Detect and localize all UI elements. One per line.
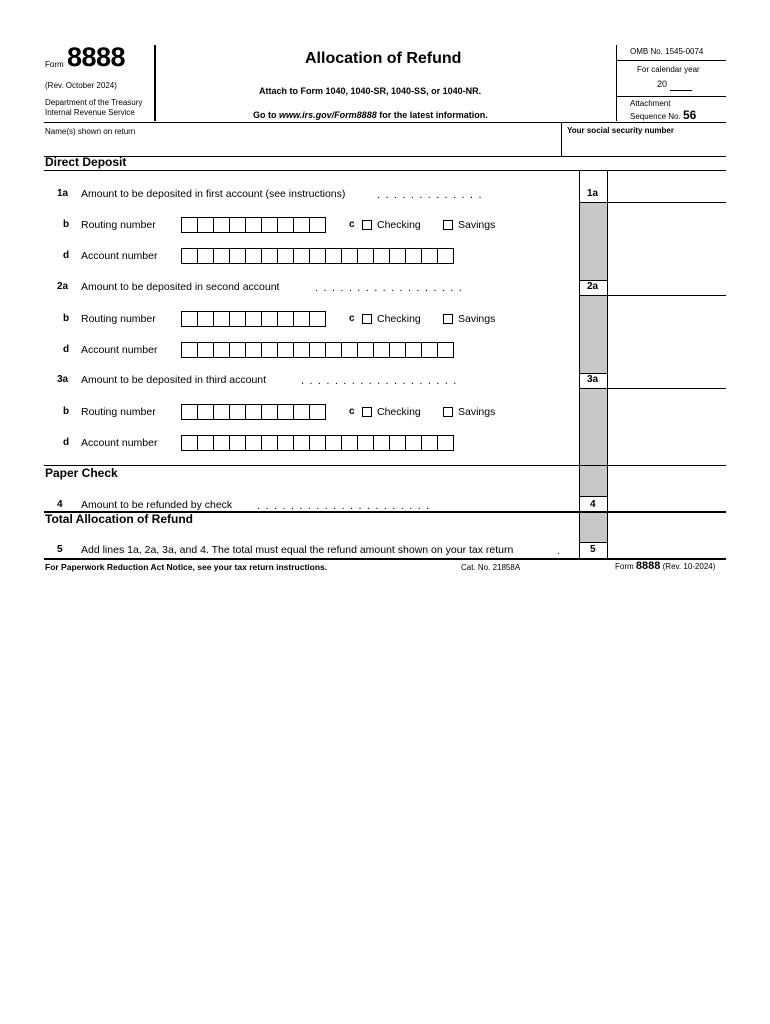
digit-box[interactable] bbox=[245, 248, 262, 264]
digit-box[interactable] bbox=[229, 217, 246, 233]
digit-box[interactable] bbox=[229, 311, 246, 327]
leader-dots: . bbox=[557, 545, 566, 557]
line-3d-label: Account number bbox=[81, 437, 158, 449]
digit-box[interactable] bbox=[213, 311, 230, 327]
savings-checkbox-2[interactable] bbox=[443, 314, 453, 324]
line-5-amount-field[interactable] bbox=[609, 542, 725, 557]
digit-box[interactable] bbox=[245, 342, 262, 358]
line-2a-box-label: 2a bbox=[587, 281, 599, 292]
section-total-allocation: Total Allocation of Refund bbox=[45, 512, 193, 526]
checking-label-3: Checking bbox=[377, 406, 421, 418]
line-3a-label: Amount to be deposited in third account bbox=[81, 374, 267, 386]
digit-box[interactable] bbox=[213, 404, 230, 420]
omb-divider bbox=[616, 60, 726, 61]
names-field[interactable] bbox=[45, 138, 559, 154]
line-3a-box-label: 3a bbox=[587, 374, 599, 385]
digit-box[interactable] bbox=[341, 248, 358, 264]
line-2b-letter: b bbox=[63, 313, 70, 324]
line-3d-letter: d bbox=[63, 437, 70, 448]
digit-box[interactable] bbox=[213, 435, 230, 451]
digit-box[interactable] bbox=[261, 217, 278, 233]
omb-number: OMB No. 1545-0074 bbox=[630, 47, 704, 56]
linebox-left-border bbox=[579, 170, 580, 559]
digit-box[interactable] bbox=[277, 404, 294, 420]
shaded-column-4 bbox=[580, 466, 607, 496]
digit-box[interactable] bbox=[229, 342, 246, 358]
digit-box[interactable] bbox=[261, 435, 278, 451]
header-divider-right bbox=[616, 45, 617, 121]
goto-instruction bbox=[253, 111, 488, 120]
footer-form-id bbox=[615, 561, 715, 572]
line-2d-label: Account number bbox=[81, 344, 158, 356]
footer-form-prefix: Form bbox=[615, 562, 634, 571]
line-3b-letter: b bbox=[63, 406, 70, 417]
line-2b-label: Routing number bbox=[81, 313, 156, 325]
irs-link[interactable]: www.irs.gov/Form8888 bbox=[279, 110, 377, 120]
name-ssn-divider bbox=[561, 122, 562, 157]
digit-box[interactable] bbox=[181, 342, 198, 358]
digit-box[interactable] bbox=[309, 404, 326, 420]
digit-box[interactable] bbox=[277, 311, 294, 327]
digit-box[interactable] bbox=[325, 248, 342, 264]
digit-box[interactable] bbox=[213, 342, 230, 358]
line-4-number: 4 bbox=[57, 499, 63, 510]
line-1c-letter: c bbox=[349, 219, 355, 230]
digit-box[interactable] bbox=[293, 217, 310, 233]
names-label: Name(s) shown on return bbox=[45, 127, 136, 136]
digit-box[interactable] bbox=[245, 404, 262, 420]
sequence-text: Sequence No. bbox=[630, 112, 681, 121]
calendar-year-prefix: 20 bbox=[657, 79, 668, 89]
form-number: 8888 bbox=[67, 42, 126, 72]
digit-box[interactable] bbox=[229, 404, 246, 420]
leader-dots: .................. bbox=[315, 282, 468, 294]
leader-dots: ................... bbox=[301, 375, 462, 387]
form-prefix: Form bbox=[45, 60, 64, 69]
name-row-bottom bbox=[44, 156, 726, 157]
line-1a-amount-field[interactable] bbox=[609, 186, 725, 202]
line-1b-label: Routing number bbox=[81, 219, 156, 231]
digit-box[interactable] bbox=[197, 435, 214, 451]
digit-box[interactable] bbox=[245, 217, 262, 233]
digit-box[interactable] bbox=[197, 404, 214, 420]
digit-box[interactable] bbox=[405, 248, 422, 264]
digit-box[interactable] bbox=[389, 435, 406, 451]
digit-box[interactable] bbox=[437, 435, 454, 451]
digit-box[interactable] bbox=[229, 435, 246, 451]
digit-box[interactable] bbox=[437, 342, 454, 358]
digit-box[interactable] bbox=[373, 248, 390, 264]
digit-box[interactable] bbox=[261, 342, 278, 358]
line-4-box-label: 4 bbox=[590, 499, 596, 510]
digit-box[interactable] bbox=[277, 217, 294, 233]
savings-label-3: Savings bbox=[458, 406, 496, 418]
account-number-3[interactable] bbox=[181, 435, 454, 451]
digit-box[interactable] bbox=[197, 217, 214, 233]
department-name: Department of the Treasury bbox=[45, 98, 143, 107]
digit-box[interactable] bbox=[309, 217, 326, 233]
digit-box[interactable] bbox=[213, 248, 230, 264]
line-1b-letter: b bbox=[63, 219, 70, 230]
form-title: Allocation of Refund bbox=[305, 50, 462, 67]
line-3a-amount-field[interactable] bbox=[609, 372, 725, 388]
line-3b-label: Routing number bbox=[81, 406, 156, 418]
savings-label-1: Savings bbox=[458, 219, 496, 231]
direct-deposit-rule bbox=[44, 170, 726, 171]
leader-dots: ............. bbox=[377, 189, 487, 201]
line-2a-amount-field[interactable] bbox=[609, 279, 725, 295]
digit-box[interactable] bbox=[181, 311, 198, 327]
digit-box[interactable] bbox=[309, 342, 326, 358]
digit-box[interactable] bbox=[181, 248, 198, 264]
line-2c-letter: c bbox=[349, 313, 355, 324]
line-2a-number: 2a bbox=[57, 281, 69, 292]
line-1a-number: 1a bbox=[57, 188, 69, 199]
agency-name: Internal Revenue Service bbox=[45, 108, 135, 117]
line-5-box-top bbox=[579, 542, 607, 543]
shaded-column-3 bbox=[580, 389, 607, 466]
ssn-field[interactable] bbox=[565, 138, 725, 154]
shaded-column-2 bbox=[580, 296, 607, 373]
line-2a-label: Amount to be deposited in second account bbox=[81, 281, 280, 293]
digit-box[interactable] bbox=[293, 404, 310, 420]
year-divider bbox=[616, 96, 726, 97]
digit-box[interactable] bbox=[341, 342, 358, 358]
digit-box[interactable] bbox=[389, 342, 406, 358]
shaded-column-1 bbox=[580, 203, 607, 280]
checking-checkbox-1[interactable] bbox=[362, 220, 372, 230]
digit-box[interactable] bbox=[181, 435, 198, 451]
attachment-label: Attachment bbox=[630, 99, 671, 108]
line-5-number: 5 bbox=[57, 544, 63, 555]
digit-box[interactable] bbox=[309, 248, 326, 264]
digit-box[interactable] bbox=[229, 248, 246, 264]
line-4-amount-field[interactable] bbox=[609, 496, 725, 511]
routing-number-1[interactable] bbox=[181, 217, 326, 233]
paperwork-notice: For Paperwork Reduction Act Notice, see your tax return instructions. bbox=[45, 562, 328, 572]
digit-box[interactable] bbox=[261, 404, 278, 420]
digit-box[interactable] bbox=[181, 404, 198, 420]
section-paper-check: Paper Check bbox=[45, 466, 118, 480]
digit-box[interactable] bbox=[421, 248, 438, 264]
goto-prefix: Go to bbox=[253, 110, 279, 120]
digit-box[interactable] bbox=[277, 342, 294, 358]
line-1a-box-label: 1a bbox=[587, 188, 599, 199]
digit-box[interactable] bbox=[325, 342, 342, 358]
line-3c-letter: c bbox=[349, 406, 355, 417]
digit-box[interactable] bbox=[197, 248, 214, 264]
line-1a-box-underline bbox=[579, 202, 726, 203]
routing-number-3[interactable] bbox=[181, 404, 326, 420]
catalog-number: Cat. No. 21858A bbox=[461, 563, 521, 572]
line-5-box-label: 5 bbox=[590, 544, 596, 555]
header-divider-left bbox=[154, 45, 156, 121]
checking-checkbox-2[interactable] bbox=[362, 314, 372, 324]
checking-checkbox-3[interactable] bbox=[362, 407, 372, 417]
digit-box[interactable] bbox=[245, 435, 262, 451]
line-1d-letter: d bbox=[63, 250, 70, 261]
digit-box[interactable] bbox=[309, 311, 326, 327]
digit-box[interactable] bbox=[293, 435, 310, 451]
digit-box[interactable] bbox=[309, 435, 326, 451]
digit-box[interactable] bbox=[197, 342, 214, 358]
digit-box[interactable] bbox=[197, 311, 214, 327]
line-3a-box-underline bbox=[579, 388, 726, 389]
digit-box[interactable] bbox=[373, 435, 390, 451]
digit-box[interactable] bbox=[181, 217, 198, 233]
digit-box[interactable] bbox=[341, 435, 358, 451]
account-number-1[interactable] bbox=[181, 248, 454, 264]
savings-checkbox-1[interactable] bbox=[443, 220, 453, 230]
sequence-label bbox=[630, 109, 696, 121]
digit-box[interactable] bbox=[293, 342, 310, 358]
section-direct-deposit: Direct Deposit bbox=[45, 155, 127, 169]
line-4-label: Amount to be refunded by check bbox=[81, 499, 233, 511]
line-2d-letter: d bbox=[63, 344, 70, 355]
digit-box[interactable] bbox=[325, 435, 342, 451]
ssn-label: Your social security number bbox=[567, 126, 674, 135]
savings-label-2: Savings bbox=[458, 313, 496, 325]
savings-checkbox-3[interactable] bbox=[443, 407, 453, 417]
digit-box[interactable] bbox=[277, 248, 294, 264]
digit-box[interactable] bbox=[421, 342, 438, 358]
form-revision: (Rev. October 2024) bbox=[45, 81, 117, 90]
digit-box[interactable] bbox=[437, 248, 454, 264]
leader-dots: ..................... bbox=[257, 500, 435, 512]
digit-box[interactable] bbox=[261, 248, 278, 264]
digit-box[interactable] bbox=[357, 248, 374, 264]
digit-box[interactable] bbox=[405, 435, 422, 451]
footer-revision: (Rev. 10-2024) bbox=[662, 562, 716, 571]
form-bottom-rule bbox=[44, 558, 726, 560]
routing-number-2[interactable] bbox=[181, 311, 326, 327]
digit-box[interactable] bbox=[357, 435, 374, 451]
digit-box[interactable] bbox=[357, 342, 374, 358]
line-1d-label: Account number bbox=[81, 250, 158, 262]
line-4-box-top bbox=[579, 496, 607, 497]
attach-instruction: Attach to Form 1040, 1040-SR, 1040-SS, or 1040-NR. bbox=[259, 86, 482, 96]
checking-label-1: Checking bbox=[377, 219, 421, 231]
calendar-year-label: For calendar year bbox=[637, 65, 700, 74]
digit-box[interactable] bbox=[293, 248, 310, 264]
paper-check-rule-top bbox=[44, 465, 726, 466]
line-3a-number: 3a bbox=[57, 374, 69, 385]
line-2a-box-underline bbox=[579, 295, 726, 296]
sequence-number: 56 bbox=[682, 108, 697, 122]
shaded-column-5 bbox=[580, 512, 607, 542]
amount-left-border bbox=[607, 170, 608, 559]
digit-box[interactable] bbox=[245, 311, 262, 327]
checking-label-2: Checking bbox=[377, 313, 421, 325]
line-1a-label: Amount to be deposited in first account (see instructions) bbox=[81, 188, 346, 200]
goto-suffix: for the latest information. bbox=[376, 110, 488, 120]
digit-box[interactable] bbox=[373, 342, 390, 358]
line-5-label: Add lines 1a, 2a, 3a, and 4. The total must equal the refund amount shown on your tax return bbox=[81, 544, 514, 556]
digit-box[interactable] bbox=[213, 217, 230, 233]
digit-box[interactable] bbox=[293, 311, 310, 327]
name-row-top bbox=[44, 122, 726, 123]
calendar-year-field[interactable] bbox=[670, 90, 692, 91]
digit-box[interactable] bbox=[405, 342, 422, 358]
account-number-2[interactable] bbox=[181, 342, 454, 358]
digit-box[interactable] bbox=[389, 248, 406, 264]
digit-box[interactable] bbox=[261, 311, 278, 327]
digit-box[interactable] bbox=[277, 435, 294, 451]
footer-form-number: 8888 bbox=[635, 560, 661, 572]
digit-box[interactable] bbox=[421, 435, 438, 451]
